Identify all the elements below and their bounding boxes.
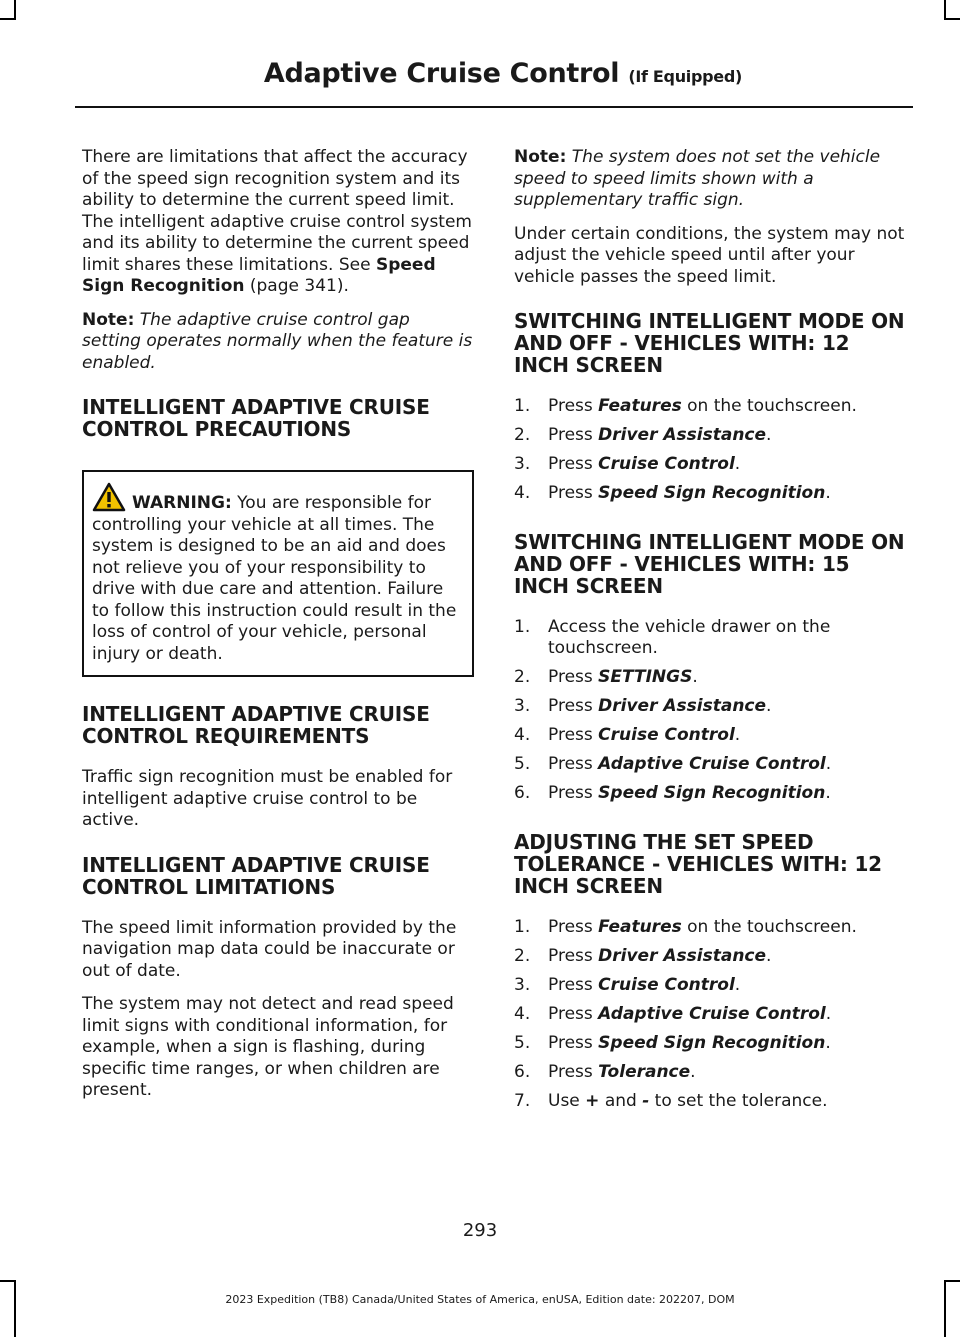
list-item	[514, 754, 910, 776]
list-item	[514, 1062, 910, 1084]
step-text: Press	[548, 725, 599, 745]
step-text: and	[599, 1090, 643, 1111]
intro-page-ref: (page 341).	[244, 276, 349, 296]
crop-mark	[944, 1280, 946, 1337]
step-number: 6.	[514, 1061, 531, 1082]
limitations-paragraph-1: The speed limit information provided by the navigation map data could be inaccurate or out of date.	[82, 917, 457, 981]
list-item	[514, 1004, 910, 1026]
edition-footer: 2023 Expedition (TB8) Canada/United States of America, enUSA, Edition date: 202207, DOM	[225, 1293, 735, 1306]
section3-steps	[514, 917, 910, 1113]
step-text: Press	[548, 667, 599, 687]
step-text: Press	[548, 696, 599, 716]
step-text: .	[825, 1003, 832, 1024]
step-text: .	[734, 454, 741, 474]
list-item	[514, 725, 910, 747]
step-text: .	[766, 696, 772, 716]
conditions-paragraph: Under certain conditions, the system may not adjust the vehicle speed until after your vehicle passes the speed limit.	[514, 223, 905, 287]
step-number: 3.	[514, 454, 531, 474]
ui-control-name: Speed Sign Recognition	[598, 483, 826, 503]
step-number: 1.	[514, 916, 531, 937]
limitations-paragraph-2: The system may not detect and read speed limit signs with conditional information, for example, when a sign is flashing, during specific time ranges, or when children are present.	[82, 994, 454, 1100]
page-title-suffix: (If Equipped)	[628, 67, 742, 86]
list-item	[514, 483, 910, 505]
crop-mark	[944, 18, 960, 20]
step-number: 3.	[514, 696, 531, 716]
ui-control-name: Speed Sign Recognition	[598, 783, 826, 803]
list-item	[514, 917, 910, 939]
step-text: Press	[548, 1061, 599, 1082]
warning-triangle-icon	[92, 482, 126, 512]
plus-symbol: +	[585, 1090, 600, 1111]
note-text: The system does not set the vehicle speed to speed limits shown with a supplementary traffic sign.	[514, 147, 881, 210]
crop-mark	[944, 1280, 960, 1282]
list-item	[514, 617, 910, 660]
step-text: on the touchscreen.	[681, 396, 857, 416]
crop-mark	[944, 0, 946, 20]
warning-label: WARNING:	[132, 493, 232, 513]
left-column	[82, 147, 474, 1114]
list-item	[514, 696, 910, 718]
step-text: Press	[548, 483, 599, 503]
step-text: .	[734, 974, 741, 995]
ui-control-name: Tolerance	[598, 1061, 691, 1082]
list-item	[514, 1033, 910, 1055]
speed-sign-recognition-link[interactable]: Speed Sign Recognition	[82, 254, 436, 296]
warning-text: You are responsible for controlling your vehicle at all times. The system is designed to be an aid and does not relieve you of your responsibility to drive with due care and attention. Failure to follow this instruction could result in the loss of control of your vehicle, personal injury or death.	[92, 493, 457, 664]
step-number: 4.	[514, 725, 531, 745]
limitations-heading: INTELLIGENT ADAPTIVE CRUISE CONTROL LIMITATIONS	[82, 852, 430, 899]
list-item	[514, 946, 910, 968]
note-text: The adaptive cruise control gap setting operates normally when the feature is enabled.	[82, 309, 473, 373]
crop-mark	[0, 1280, 16, 1282]
crop-mark	[14, 1280, 16, 1337]
section3-heading: ADJUSTING THE SET SPEED TOLERANCE - VEHICLES WITH: 12 INCH SCREEN	[514, 829, 882, 898]
ui-control-name: Driver Assistance	[598, 945, 767, 966]
step-text: to set the tolerance.	[649, 1090, 828, 1111]
step-number: 5.	[514, 1032, 531, 1053]
list-item	[514, 1091, 910, 1113]
requirements-heading: INTELLIGENT ADAPTIVE CRUISE CONTROL REQUIREMENTS	[82, 702, 430, 748]
step-number: 3.	[514, 974, 531, 995]
ui-control-name: Speed Sign Recognition	[598, 1032, 826, 1053]
warning-box	[82, 470, 474, 677]
step-text: .	[690, 1061, 696, 1082]
list-item	[514, 396, 910, 418]
ui-control-name: Adaptive Cruise Control	[598, 754, 826, 774]
step-number: 6.	[514, 783, 531, 803]
ui-control-name: Features	[598, 916, 682, 937]
ui-control-name: Cruise Control	[598, 974, 735, 995]
step-text: on the touchscreen.	[681, 916, 857, 937]
step-number: 2.	[514, 425, 531, 445]
step-number: 2.	[514, 945, 531, 966]
step-number: 1.	[514, 396, 531, 416]
ui-control-name: Features	[598, 396, 682, 416]
step-text: Press	[548, 1032, 599, 1053]
right-column	[514, 147, 910, 1138]
list-item	[514, 454, 910, 476]
ui-control-name: Cruise Control	[598, 454, 735, 474]
ui-control-name: SETTINGS	[598, 667, 693, 687]
step-text: Press	[548, 454, 599, 474]
note-label: Note:	[82, 309, 135, 330]
step-number: 5.	[514, 754, 531, 774]
crop-mark	[14, 0, 16, 20]
step-number: 7.	[514, 1090, 531, 1111]
step-text: Access the vehicle drawer on the touchscreen.	[548, 616, 831, 658]
step-text: .	[825, 483, 831, 503]
step-text: Use	[548, 1090, 586, 1111]
header-rule	[75, 106, 913, 108]
step-number: 1.	[514, 616, 531, 637]
section1-steps	[514, 396, 910, 505]
note-paragraph	[514, 147, 910, 212]
list-item	[514, 783, 910, 805]
step-text: Press	[548, 974, 599, 995]
list-item	[514, 667, 910, 689]
step-text: Press	[548, 754, 599, 774]
step-number: 4.	[514, 1003, 531, 1024]
step-text: .	[825, 1032, 831, 1053]
step-text: .	[692, 667, 698, 687]
ui-control-name: Cruise Control	[598, 725, 735, 745]
requirements-text: Traffic sign recognition must be enabled for intelligent adaptive cruise control to be active.	[82, 767, 453, 830]
page-number: 293	[462, 1220, 498, 1241]
step-text: Press	[548, 1003, 599, 1024]
precautions-heading: INTELLIGENT ADAPTIVE CRUISE CONTROL PRECAUTIONS	[82, 395, 430, 441]
page-title	[264, 58, 742, 89]
crop-mark	[0, 18, 16, 20]
step-text: .	[766, 945, 772, 966]
step-text: Press	[548, 916, 599, 937]
step-text: Press	[548, 396, 599, 416]
step-text: .	[825, 754, 832, 774]
section2-steps	[514, 617, 910, 805]
step-text: Press	[548, 783, 599, 803]
step-text: .	[766, 425, 772, 445]
minus-symbol: -	[642, 1090, 650, 1111]
step-number: 2.	[514, 667, 531, 687]
step-text: Press	[548, 945, 599, 966]
ui-control-name: Driver Assistance	[598, 696, 767, 716]
list-item	[514, 425, 910, 447]
page-title-text: Adaptive Cruise Control	[263, 58, 620, 89]
ui-control-name: Adaptive Cruise Control	[598, 1003, 826, 1024]
step-number: 4.	[514, 483, 531, 503]
section1-heading: SWITCHING INTELLIGENT MODE ON AND OFF - VEHICLES WITH: 12 INCH SCREEN	[514, 309, 905, 377]
ui-control-name: Driver Assistance	[598, 425, 767, 445]
note-label: Note:	[514, 147, 567, 167]
list-item	[514, 975, 910, 997]
step-text: .	[734, 725, 741, 745]
intro-text: There are limitations that affect the accuracy of the speed sign recognition system and its ability to determine the current speed limit. The intelligent adaptive cruise control system and its ability to determine the current speed limit shares these limitations. See	[82, 147, 472, 275]
step-text: Press	[548, 425, 599, 445]
step-text: .	[825, 783, 831, 803]
note-paragraph	[82, 310, 474, 375]
section2-heading: SWITCHING INTELLIGENT MODE ON AND OFF - VEHICLES WITH: 15 INCH SCREEN	[514, 529, 905, 598]
intro-paragraph	[82, 147, 474, 298]
